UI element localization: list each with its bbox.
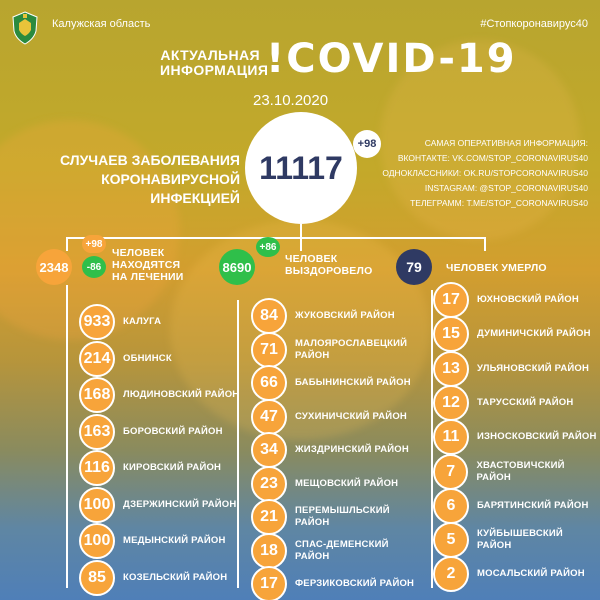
district-row bbox=[251, 365, 411, 401]
district-count-circle: 168 bbox=[79, 377, 115, 413]
district-row bbox=[79, 377, 239, 413]
district-count-circle: 100 bbox=[79, 523, 115, 559]
district-count-circle: 66 bbox=[251, 365, 287, 401]
district-row bbox=[79, 304, 161, 340]
district-count-circle: 34 bbox=[251, 432, 287, 468]
district-row bbox=[251, 466, 398, 502]
district-count-circle: 21 bbox=[251, 499, 287, 535]
district-count-circle: 85 bbox=[79, 560, 115, 596]
district-count-circle: 163 bbox=[79, 414, 115, 450]
connector-line bbox=[484, 237, 486, 251]
recovered-circle: 8690 bbox=[219, 249, 255, 285]
district-row bbox=[251, 298, 395, 334]
district-name: БАРЯТИНСКИЙ РАЙОН bbox=[477, 499, 589, 511]
treatment-label-line1: ЧЕЛОВЕК bbox=[112, 247, 165, 259]
district-row bbox=[251, 566, 414, 600]
recovered-label bbox=[285, 253, 372, 277]
coat-of-arms-icon bbox=[10, 11, 40, 45]
district-name: КУЙБЫШЕВСКИЙ РАЙОН bbox=[476, 528, 563, 552]
district-name: БОРОВСКИЙ РАЙОН bbox=[123, 425, 223, 437]
district-name: КАЛУГА bbox=[123, 316, 162, 327]
district-name: МОСАЛЬСКИЙ РАЙОН bbox=[477, 568, 585, 580]
district-name: БАБЫНИНСКИЙ РАЙОН bbox=[295, 377, 411, 388]
district-row bbox=[79, 414, 223, 450]
recovered-plus-badge: +86 bbox=[256, 237, 280, 257]
district-count-circle: 933 bbox=[79, 304, 115, 340]
district-name: ДУМИНИЧСКИЙ РАЙОН bbox=[477, 328, 591, 340]
district-name: МЕЩОВСКИЙ РАЙОН bbox=[295, 477, 399, 489]
died-circle: 79 bbox=[396, 249, 432, 285]
district-name: ПЕРЕМЫШЛЬСКИЙ РАЙОН bbox=[295, 505, 390, 528]
recovered-label-line1: ЧЕЛОВЕК bbox=[285, 253, 338, 265]
actual-info-label bbox=[160, 47, 269, 78]
district-row bbox=[251, 499, 390, 535]
contact-telegram: ТЕЛЕГРАММ: T.ME/STOP_CORONAVIRUS40 bbox=[410, 198, 588, 208]
district-count-circle: 11 bbox=[433, 419, 469, 455]
district-count-circle: 47 bbox=[251, 399, 287, 435]
connector-line bbox=[300, 237, 302, 251]
contacts-block bbox=[382, 136, 588, 211]
district-count-circle: 84 bbox=[251, 298, 287, 334]
column-line bbox=[66, 285, 68, 588]
treatment-plus-badge: +98 bbox=[82, 235, 106, 253]
district-row bbox=[433, 556, 585, 592]
district-row bbox=[79, 523, 226, 559]
connector-line bbox=[300, 224, 302, 238]
cases-label-line2: КОРОНАВИРУСНОЙ ИНФЕКЦИЕЙ bbox=[101, 171, 240, 206]
district-row bbox=[251, 399, 407, 435]
contacts-title: САМАЯ ОПЕРАТИВНАЯ ИНФОРМАЦИЯ: bbox=[424, 138, 588, 148]
district-name: КОЗЕЛЬСКИЙ РАЙОН bbox=[123, 571, 228, 583]
hashtag: #Стопкоронавирус40 bbox=[480, 18, 588, 30]
aktualnaya-text: АКТУАЛЬНАЯ bbox=[160, 47, 260, 63]
died-label: ЧЕЛОВЕК УМЕРЛО bbox=[446, 262, 547, 274]
district-row bbox=[433, 385, 573, 421]
treatment-label-line2: НАХОДЯТСЯ bbox=[112, 259, 181, 271]
report-date: 23.10.2020 bbox=[253, 92, 329, 109]
district-name: ХВАСТОВИЧСКИЙ РАЙОН bbox=[476, 459, 565, 483]
district-name: КИРОВСКИЙ РАЙОН bbox=[123, 462, 222, 473]
district-row bbox=[251, 533, 389, 569]
district-count-circle: 116 bbox=[79, 450, 115, 486]
district-count-circle: 71 bbox=[251, 332, 287, 368]
district-name: МАЛОЯРОСЛАВЕЦКИЙ РАЙОН bbox=[295, 337, 408, 361]
district-row bbox=[433, 316, 591, 352]
district-row bbox=[79, 450, 221, 486]
district-count-circle: 17 bbox=[251, 566, 287, 600]
district-name: МЕДЫНСКИЙ РАЙОН bbox=[123, 535, 226, 546]
district-row bbox=[433, 522, 600, 558]
treatment-circle: 2348 bbox=[36, 249, 72, 285]
district-count-circle: 2 bbox=[433, 556, 469, 592]
treatment-label-line3: НА ЛЕЧЕНИИ bbox=[112, 271, 184, 283]
district-row bbox=[79, 341, 172, 377]
recovered-label-line2: ВЫЗДОРОВЕЛО bbox=[285, 265, 373, 277]
district-count-circle: 12 bbox=[433, 385, 469, 421]
total-cases-circle: 11117 bbox=[245, 112, 357, 224]
district-count-circle: 7 bbox=[433, 454, 468, 490]
district-count-circle: 5 bbox=[433, 522, 469, 558]
cases-label-line1: СЛУЧАЕВ ЗАБОЛЕВАНИЯ bbox=[60, 152, 240, 168]
connector-line bbox=[66, 237, 68, 251]
cases-label bbox=[52, 151, 240, 208]
column-line bbox=[237, 300, 239, 588]
district-name: ФЕРЗИКОВСКИЙ РАЙОН bbox=[295, 578, 415, 589]
district-count-circle: 6 bbox=[433, 488, 469, 524]
district-row bbox=[433, 488, 589, 524]
district-name: ТАРУССКИЙ РАЙОН bbox=[477, 396, 574, 408]
district-count-circle: 18 bbox=[251, 533, 287, 569]
district-row bbox=[251, 432, 409, 468]
district-name: ЖУКОВСКИЙ РАЙОН bbox=[295, 310, 395, 321]
district-name: ИЗНОСКОВСКИЙ РАЙОН bbox=[477, 431, 597, 443]
informaciya-text: ИНФОРМАЦИЯ bbox=[160, 62, 269, 78]
contact-instagram: INSTAGRAM: @STOP_CORONAVIRUS40 bbox=[424, 183, 588, 193]
total-increment-badge: +98 bbox=[353, 130, 381, 158]
district-name: ЮХНОВСКИЙ РАЙОН bbox=[477, 294, 579, 305]
district-name: ЖИЗДРИНСКИЙ РАЙОН bbox=[295, 444, 409, 455]
district-name: ЛЮДИНОВСКИЙ РАЙОН bbox=[123, 389, 240, 400]
covid-title: !COVID-19 bbox=[266, 36, 517, 82]
district-row bbox=[433, 282, 579, 318]
district-count-circle: 13 bbox=[433, 351, 469, 387]
district-row bbox=[433, 351, 589, 387]
region-name: Калужская область bbox=[52, 18, 151, 30]
district-count-circle: 100 bbox=[79, 487, 115, 523]
district-name: УЛЬЯНОВСКИЙ РАЙОН bbox=[477, 362, 590, 374]
district-count-circle: 15 bbox=[433, 316, 469, 352]
district-name: СПАС-ДЕМЕНСКИЙ РАЙОН bbox=[295, 538, 389, 562]
district-count-circle: 17 bbox=[433, 282, 469, 318]
district-count-circle: 214 bbox=[79, 341, 115, 377]
contact-ok: ОДНОКЛАССНИКИ: OK.RU/STOPCORONAVIRUS40 bbox=[382, 168, 588, 178]
treatment-label bbox=[112, 247, 184, 283]
district-row bbox=[79, 487, 236, 523]
district-row bbox=[433, 419, 597, 455]
district-row bbox=[251, 332, 407, 368]
district-row bbox=[79, 560, 227, 596]
district-count-circle: 23 bbox=[251, 466, 287, 502]
district-name: ОБНИНСК bbox=[123, 352, 172, 364]
treatment-minus-badge: -86 bbox=[82, 256, 106, 278]
district-name: ДЗЕРЖИНСКИЙ РАЙОН bbox=[123, 498, 237, 510]
district-row bbox=[433, 454, 600, 490]
district-name: СУХИНИЧСКИЙ РАЙОН bbox=[295, 410, 407, 422]
contact-vk: ВКОНТАКТЕ: VK.COM/STOP_CORONAVIRUS40 bbox=[397, 153, 588, 163]
